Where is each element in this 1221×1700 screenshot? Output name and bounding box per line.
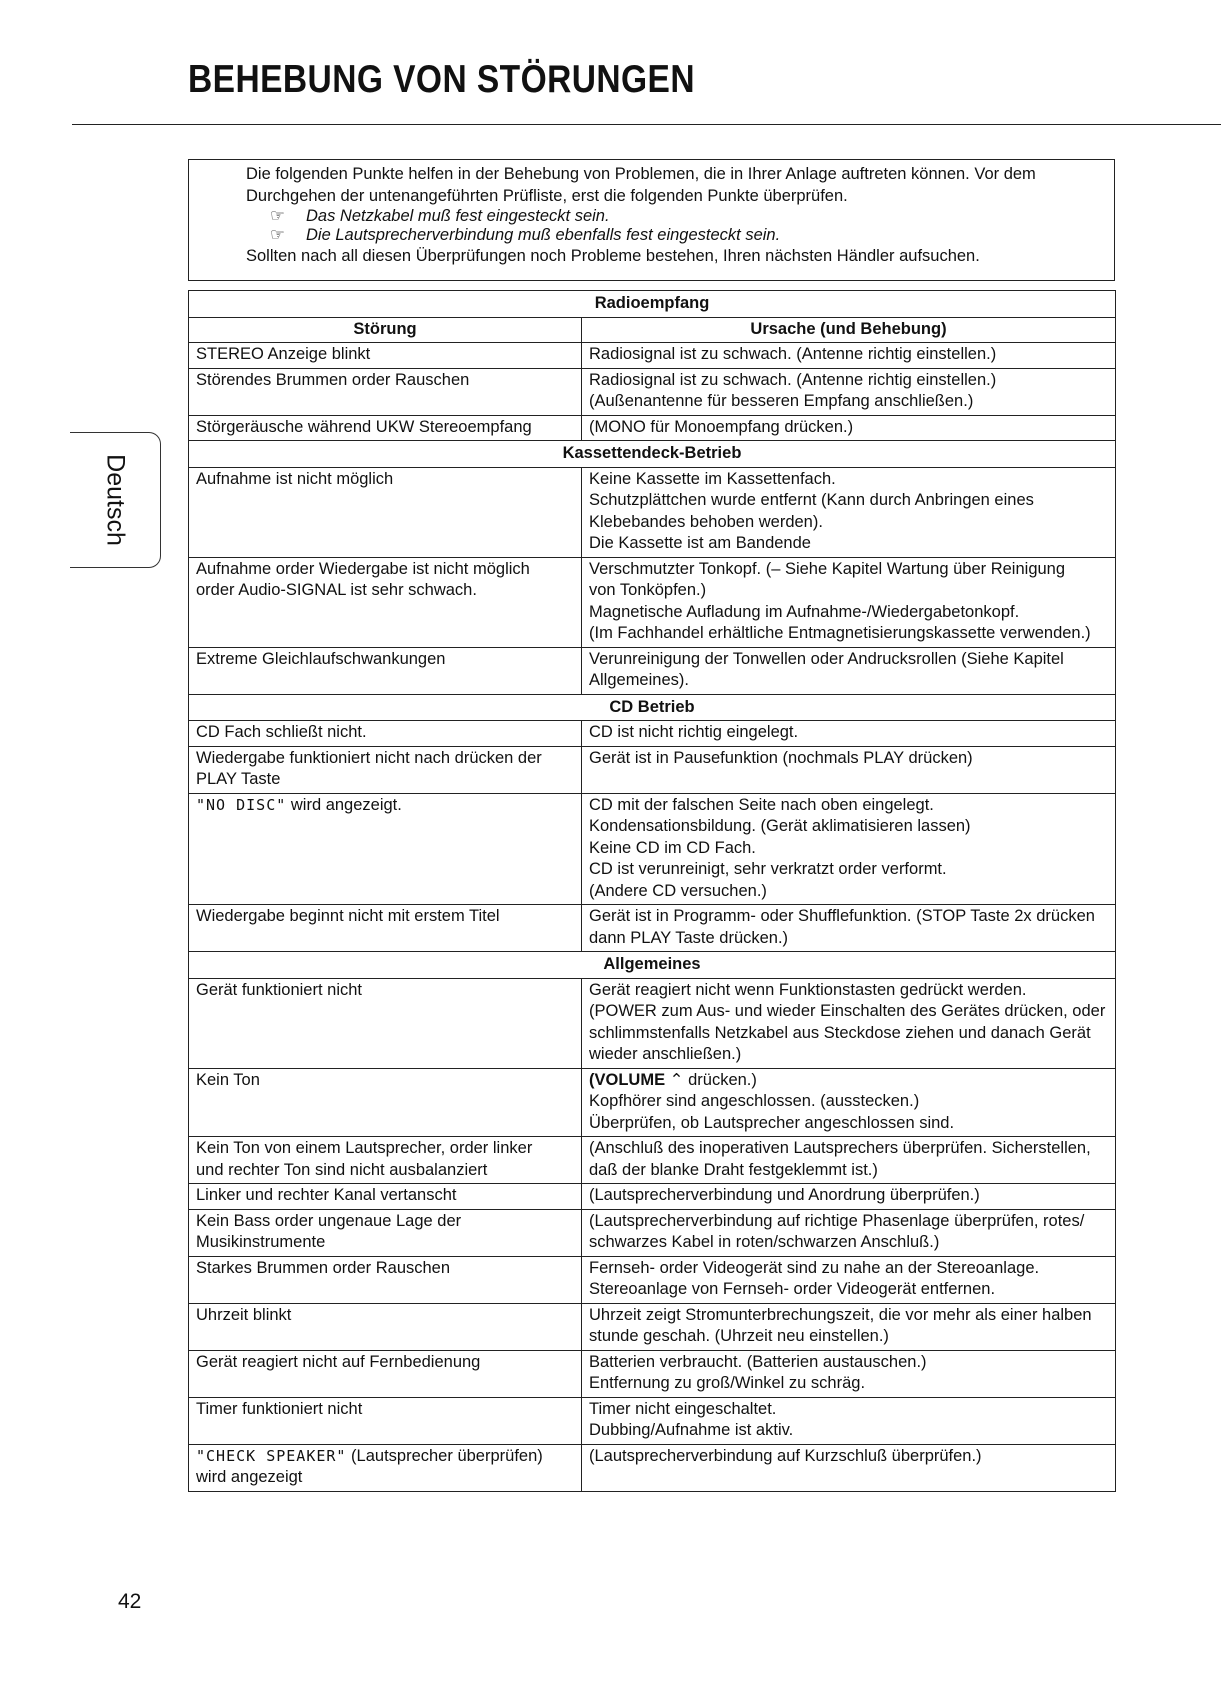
problem-cell [189, 1137, 582, 1184]
cause-cell [582, 721, 1116, 747]
cell-text: drücken.) [683, 1070, 757, 1089]
page-title: BEHEBUNG VON STÖRUNGEN [188, 58, 696, 101]
table-row [189, 467, 1116, 557]
display-message: "CHECK SPEAKER" [196, 1446, 347, 1465]
cell-line: Verunreinigung der Tonwellen oder Andrucksrollen (Siehe Kapitel [589, 649, 1064, 668]
cell-line: Starkes Brummen order Rauschen [196, 1258, 451, 1277]
cell-line: Kein Ton [196, 1070, 260, 1089]
section-header-row [189, 694, 1116, 721]
cause-cell [582, 368, 1116, 415]
cell-line: Magnetische Aufladung im Aufnahme-/Wiedergabetonkopf. [589, 602, 1020, 621]
problem-cell [189, 467, 582, 557]
cell-line: Allgemeines). [589, 671, 689, 689]
table-row [189, 1209, 1116, 1256]
display-message: "NO DISC" [196, 795, 287, 814]
table-row [189, 557, 1116, 647]
section-title: Allgemeines [189, 952, 1116, 979]
table-row [189, 1137, 1116, 1184]
cell-line: Wiedergabe funktioniert nicht nach drücken der [196, 748, 542, 767]
table-row [189, 1444, 1116, 1491]
intro-line: Sollten nach all diesen Überprüfungen noch Probleme bestehen, Ihren nächsten Händler aufsuchen. [246, 247, 980, 265]
problem-cell [189, 1068, 582, 1137]
cell-line: Keine CD im CD Fach. [589, 838, 756, 857]
cell-line: (Lautsprecherverbindung und Anordrung überprüfen.) [589, 1186, 980, 1204]
cause-cell [582, 1397, 1116, 1444]
cell-line: wieder anschließen.) [589, 1045, 742, 1063]
cause-cell [582, 978, 1116, 1068]
cell-line: Musikinstrumente [196, 1233, 326, 1251]
cell-line: STEREO Anzeige blinkt [196, 345, 371, 363]
table-row [189, 1184, 1116, 1210]
table-row [189, 368, 1116, 415]
cell-line: (MONO für Monoempfang drücken.) [589, 417, 854, 436]
cell-line: Batterien verbraucht. (Batterien austauschen.) [589, 1352, 927, 1371]
table-row [189, 343, 1116, 369]
cell-line: CD Fach schließt nicht. [196, 723, 367, 741]
cell-line: CD ist verunreinigt, sehr verkratzt order verformt. [589, 860, 947, 878]
cell-line: CD ist nicht richtig eingelegt. [589, 723, 799, 741]
cell-line: (Lautsprecherverbindung auf Kurzschluß überprüfen.) [589, 1446, 982, 1465]
table-row [189, 1068, 1116, 1137]
problem-cell [189, 721, 582, 747]
language-tab [70, 432, 161, 568]
cell-line: Uhrzeit blinkt [196, 1305, 292, 1324]
volume-up-icon: ⌃ [665, 1070, 684, 1089]
table-row [189, 1303, 1116, 1350]
cell-line: Aufnahme ist nicht möglich [196, 469, 394, 488]
cell-line: Die Kassette ist am Bandende [589, 534, 811, 552]
cell-line: schwarzes Kabel in roten/schwarzen Anschluß.) [589, 1233, 940, 1251]
problem-cell [189, 343, 582, 369]
cause-cell [582, 1303, 1116, 1350]
cause-cell [582, 1068, 1116, 1137]
cell-line: Dubbing/Aufnahme ist aktiv. [589, 1421, 794, 1439]
intro-box [188, 159, 1115, 281]
troubleshooting-table [188, 290, 1116, 1492]
table-row [189, 1397, 1116, 1444]
cell-line: Wiedergabe beginnt nicht mit erstem Titel [196, 907, 500, 925]
cell-line: (Außenantenne für besseren Empfang anschließen.) [589, 392, 974, 410]
cell-line: Kopfhörer sind angeschlossen. (ausstecken.) [589, 1092, 920, 1110]
cell-line: Gerät funktioniert nicht [196, 980, 362, 999]
language-tab-label: Deutsch [101, 454, 130, 546]
cause-cell [582, 1209, 1116, 1256]
cell-line [589, 1070, 1108, 1092]
cell-line: Klebebandes behoben werden). [589, 512, 823, 531]
cell-line: Kondensationsbildung. (Gerät aklimatisieren lassen) [589, 817, 971, 835]
cell-line: Störgeräusche während UKW Stereoempfang [196, 417, 532, 436]
table-row [189, 746, 1116, 793]
title-divider [72, 124, 1221, 125]
problem-cell [189, 1350, 582, 1397]
table-row [189, 793, 1116, 905]
problem-cell [189, 1256, 582, 1303]
cell-line: CD mit der falschen Seite nach oben eingelegt. [589, 795, 934, 814]
problem-cell [189, 1397, 582, 1444]
cell-line [196, 795, 574, 817]
cause-cell [582, 415, 1116, 441]
cause-cell [582, 1350, 1116, 1397]
problem-cell [189, 557, 582, 647]
problem-cell [189, 1303, 582, 1350]
cause-cell [582, 793, 1116, 905]
problem-cell [189, 746, 582, 793]
cell-line: Radiosignal ist zu schwach. (Antenne richtig einstellen.) [589, 345, 997, 363]
pointing-hand-icon: ☞ [270, 226, 285, 244]
table-row [189, 647, 1116, 694]
cell-line: Überprüfen, ob Lautsprecher angeschlossen sind. [589, 1113, 955, 1132]
column-header-row [189, 317, 1116, 343]
section-title: CD Betrieb [189, 694, 1116, 721]
cause-cell [582, 1444, 1116, 1491]
cell-line: Entfernung zu groß/Winkel zu schräg. [589, 1374, 866, 1392]
cell-line: und rechter Ton sind nicht ausbalanziert [196, 1160, 488, 1179]
problem-cell [189, 1209, 582, 1256]
section-header-row [189, 441, 1116, 468]
problem-cell [189, 368, 582, 415]
cell-line: Schutzplättchen wurde entfernt (Kann durch Anbringen eines [589, 491, 1034, 509]
intro-note [246, 207, 1104, 226]
table-row [189, 978, 1116, 1068]
cell-line: wird angezeigt [196, 1468, 303, 1486]
cell-line: (Im Fachhandel erhältliche Entmagnetisierungskassette verwenden.) [589, 624, 1091, 642]
cell-line [196, 1446, 574, 1468]
cause-cell [582, 746, 1116, 793]
cell-line: von Tonköpfen.) [589, 581, 707, 599]
cell-line: Gerät ist in Pausefunktion (nochmals PLAY drücken) [589, 748, 973, 767]
cell-line: (POWER zum Aus- und wieder Einschalten des Gerätes drücken, oder [589, 1002, 1106, 1020]
pointing-hand-icon: ☞ [270, 207, 285, 225]
table-row [189, 721, 1116, 747]
cell-line: Stereoanlage von Fernseh- order Videogerät entfernen. [589, 1280, 996, 1298]
section-header-row [189, 291, 1116, 318]
cell-line: Fernseh- order Videogerät sind zu nahe an der Stereoanlage. [589, 1258, 1040, 1277]
cause-cell [582, 557, 1116, 647]
problem-cell [189, 905, 582, 952]
cell-line: Kein Bass order ungenaue Lage der [196, 1211, 462, 1230]
cell-line: Gerät reagiert nicht auf Fernbedienung [196, 1352, 481, 1371]
cell-text: (Lautsprecher überprüfen) [346, 1446, 543, 1465]
table-row [189, 415, 1116, 441]
cell-line: Timer funktioniert nicht [196, 1399, 363, 1418]
section-title: Kassettendeck-Betrieb [189, 441, 1116, 468]
page-number: 42 [118, 1590, 142, 1613]
cell-line: (Andere CD versuchen.) [589, 881, 767, 900]
cell-line: dann PLAY Taste drücken.) [589, 928, 789, 947]
cell-line: Extreme Gleichlaufschwankungen [196, 649, 446, 668]
cause-cell [582, 1256, 1116, 1303]
volume-label: (VOLUME [589, 1070, 666, 1089]
intro-note-text: Das Netzkabel muß fest eingesteckt sein. [306, 207, 610, 225]
cause-cell [582, 1184, 1116, 1210]
cell-line: Verschmutzter Tonkopf. (– Siehe Kapitel Wartung über Reinigung [589, 559, 1066, 578]
intro-line: Durchgehen der untenangeführten Prüfliste, erst die folgenden Punkte überprüfen. [246, 187, 848, 205]
intro-note [246, 226, 1104, 245]
problem-cell [189, 978, 582, 1068]
cell-line: Radiosignal ist zu schwach. (Antenne richtig einstellen.) [589, 370, 997, 389]
problem-cell [189, 647, 582, 694]
cell-line: order Audio-SIGNAL ist sehr schwach. [196, 581, 477, 599]
problem-cell [189, 1184, 582, 1210]
table-row [189, 1350, 1116, 1397]
section-title: Radioempfang [189, 291, 1116, 318]
cell-line: PLAY Taste [196, 770, 281, 788]
intro-line: Die folgenden Punkte helfen in der Behebung von Problemen, die in Ihrer Anlage auftreten können. Vor dem [246, 165, 1036, 183]
table-row [189, 1256, 1116, 1303]
cell-line: daß der blanke Draht festgeklemmt ist.) [589, 1160, 878, 1179]
cell-line: (Lautsprecherverbindung auf richtige Phasenlage überprüfen, rotes/ [589, 1211, 1085, 1230]
cell-line: Gerät reagiert nicht wenn Funktionstasten gedrückt werden. [589, 980, 1027, 999]
cell-line: Störendes Brummen order Rauschen [196, 370, 470, 389]
cell-line: Uhrzeit zeigt Stromunterbrechungszeit, die vor mehr als einer halben [589, 1305, 1092, 1324]
intro-note-text: Die Lautsprecherverbindung muß ebenfalls fest eingesteckt sein. [306, 226, 781, 244]
cell-text: wird angezeigt. [286, 795, 402, 814]
cell-line: Timer nicht eingeschaltet. [589, 1399, 777, 1418]
column-header-cause: Ursache (und Behebung) [582, 317, 1116, 343]
table-row [189, 905, 1116, 952]
cell-line: Linker und rechter Kanal vertanscht [196, 1186, 457, 1204]
problem-cell [189, 1444, 582, 1491]
cause-cell [582, 647, 1116, 694]
cell-line: (Anschluß des inoperativen Lautsprechers überprüfen. Sicherstellen, [589, 1139, 1091, 1157]
cause-cell [582, 343, 1116, 369]
section-header-row [189, 952, 1116, 979]
cell-line: schlimmstenfalls Netzkabel aus Steckdose ziehen und danach Gerät [589, 1023, 1091, 1042]
problem-cell [189, 793, 582, 905]
cell-line: Aufnahme order Wiedergabe ist nicht möglich [196, 559, 530, 578]
cell-line: stunde geschah. (Uhrzeit neu einstellen.) [589, 1327, 889, 1345]
problem-cell [189, 415, 582, 441]
cause-cell [582, 905, 1116, 952]
cell-line: Gerät ist in Programm- oder Shufflefunktion. (STOP Taste 2x drücken [589, 907, 1095, 925]
cause-cell [582, 1137, 1116, 1184]
cell-line: Keine Kassette im Kassettenfach. [589, 469, 836, 488]
cause-cell [582, 467, 1116, 557]
cell-line: Kein Ton von einem Lautsprecher, order linker [196, 1139, 533, 1157]
column-header-problem: Störung [189, 317, 582, 343]
